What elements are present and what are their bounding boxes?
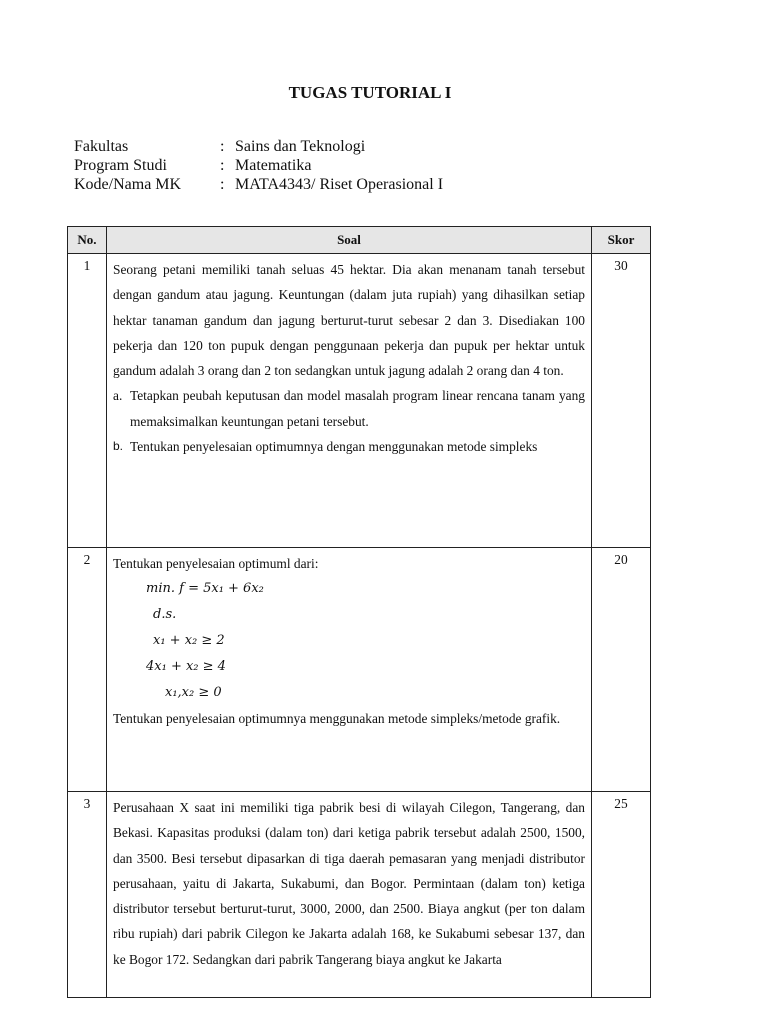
question-table [67, 226, 651, 998]
course-info [74, 137, 443, 194]
header-skor: Skor [592, 227, 651, 254]
meta-value: Sains dan Teknologi [235, 138, 366, 155]
sub-question-text: Tentukan penyelesaian optimumnya dengan menggunakan metode simpleks [130, 439, 538, 455]
meta-row-kode-mk [74, 175, 443, 194]
question-score: 25 [592, 792, 651, 998]
objective-function: min. f = 5x₁ + 6x₂ [146, 581, 264, 597]
question-body [107, 792, 592, 998]
meta-row-program-studi [74, 156, 443, 175]
meta-value: Matematika [235, 157, 312, 174]
question-score: 30 [592, 254, 651, 548]
table-row [68, 792, 651, 998]
sub-question-letter: a. [113, 388, 123, 404]
header-soal: Soal [107, 227, 592, 254]
constraint-1: x₁ + x₂ ≥ 2 [153, 633, 225, 649]
question-body [107, 548, 592, 792]
sub-question-a [113, 383, 585, 434]
sub-question-b [113, 434, 585, 459]
header-no: No. [68, 227, 107, 254]
constraint-2: 4x₁ + x₂ ≥ 4 [146, 659, 226, 675]
question-text: Tentukan penyelesaian optimuml dari: [113, 556, 319, 571]
question-number: 1 [68, 254, 107, 548]
meta-row-fakultas [74, 137, 443, 156]
question-score: 20 [592, 548, 651, 792]
question-number: 3 [68, 792, 107, 998]
meta-label: Kode/Nama MK [74, 176, 182, 193]
question-instruction: Tentukan penyelesaian optimumnya menggunakan metode simpleks/metode grafik. [113, 711, 561, 727]
question-text: Seorang petani memiliki tanah seluas 45 hektar. Dia akan menanam tanah tersebut dengan gandum atau jagung. Keuntungan (dalam juta rupiah) yang dihasilkan setiap hektar tanaman gandum dan jagung berturut-turut sebesar 2 dan 3. Disediakan 100 pekerja dan 120 ton pupuk dengan penggunaan pekerja dan pupuk per hektar untuk gandum adalah 3 orang dan 2 ton sedangkan untuk jagung adalah 2 orang dan 4 ton. [113, 262, 585, 379]
question-number: 2 [68, 548, 107, 792]
meta-colon: : [220, 138, 225, 155]
meta-colon: : [220, 176, 225, 193]
meta-colon: : [220, 157, 225, 174]
table-header-row [68, 227, 651, 254]
question-text: Perusahaan X saat ini memiliki tiga pabrik besi di wilayah Cilegon, Tangerang, dan Bekasi. Kapasitas produksi (dalam ton) dari ketiga pabrik tersebut adalah 2500, 1500, dan 3500. Besi tersebut dipasarkan di tiga daerah pemasaran yang menjadi distributor perusahaan, yaitu di Jakarta, Sukabumi, dan Bogor. Permintaan (dalam ton) ketiga distributor tersebut berturut-turut, 3000, 2000, dan 2500. Biaya angkut (per ton dalam ribu rupiah) dari pabrik Cilegon ke Jakarta adalah 168, ke Sukabumi sebesar 137, dan ke Bogor 172. Sedangkan dari pabrik Tangerang biaya angkut ke Jakarta [113, 800, 585, 967]
nonnegativity-constraint: x₁,x₂ ≥ 0 [165, 685, 222, 701]
constraint-heading: d.s. [153, 607, 177, 623]
sub-question-letter: b. [113, 439, 124, 454]
meta-value: MATA4343/ Riset Operasional I [235, 176, 444, 193]
meta-label: Fakultas [74, 138, 129, 155]
table-row [68, 548, 651, 792]
meta-label: Program Studi [74, 157, 167, 174]
sub-question-text: Tetapkan peubah keputusan dan model masalah program linear rencana tanam yang memaksimalkan keuntungan petani tersebut. [130, 388, 585, 429]
table-row [68, 254, 651, 548]
question-body [107, 254, 592, 548]
page-title: TUGAS TUTORIAL I [288, 83, 452, 102]
